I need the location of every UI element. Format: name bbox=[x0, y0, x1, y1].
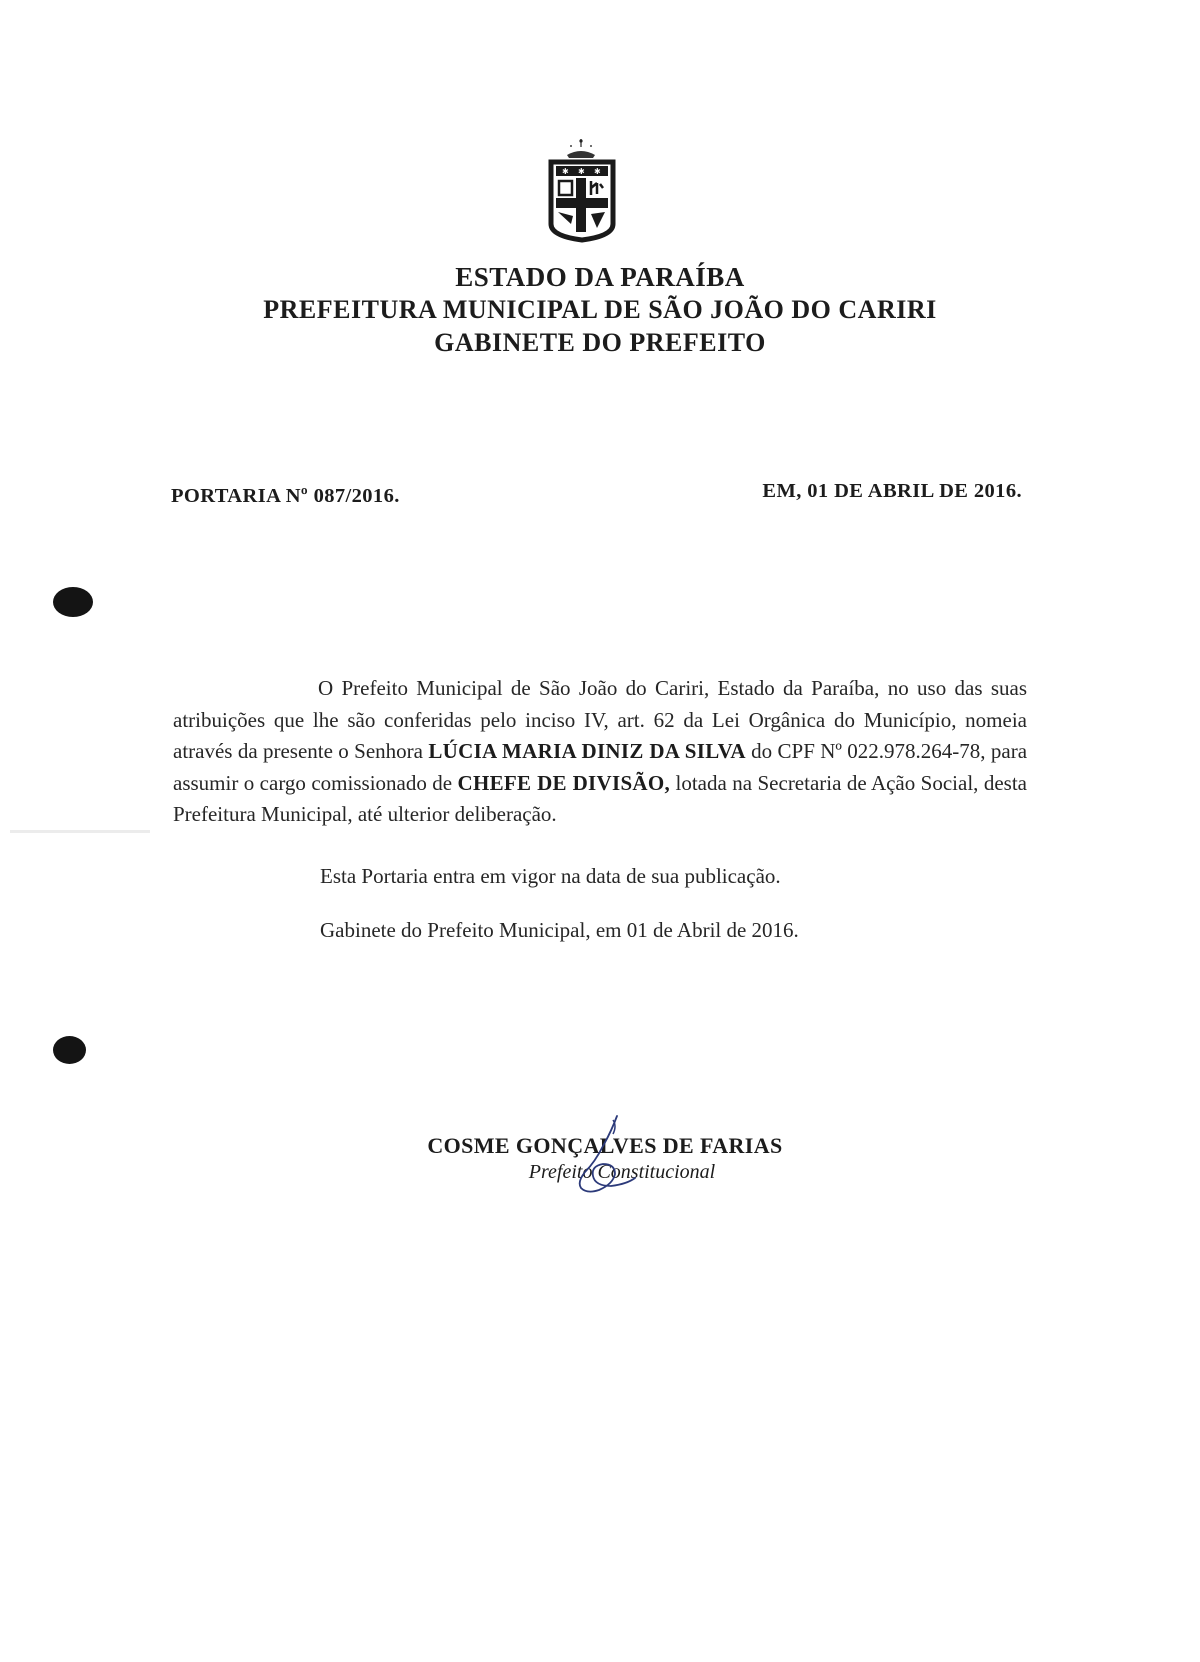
intro-text: O Prefeito Municipal de São João do Cariri, Estado da Paraíba, no uso das suas atribuições que lhe são conferidas pelo inciso IV, art. 62 da Lei Orgânica do Município, nomeia através da presente o Senhora bbox=[173, 676, 1027, 763]
signatory-title: Prefeito Constitucional bbox=[528, 1161, 716, 1183]
svg-text:✱: ✱ bbox=[578, 167, 585, 176]
svg-text:✱: ✱ bbox=[562, 167, 569, 176]
punch-hole-icon bbox=[53, 587, 93, 617]
svg-text:✱: ✱ bbox=[594, 167, 601, 176]
handwritten-signature-icon bbox=[555, 1112, 655, 1198]
cpf-text: do CPF Nº 022.978.264-78, para assumir o cargo comissionado de bbox=[173, 739, 1028, 795]
position-title: CHEFE DE DIVISÃO, bbox=[457, 770, 671, 795]
municipal-coat-of-arms-icon bbox=[547, 136, 621, 248]
header-state: ESTADO DA PARAÍBA bbox=[455, 262, 745, 292]
scan-artifact bbox=[10, 830, 150, 833]
signatory-name: COSME GONÇALVES DE FARIAS bbox=[427, 1133, 783, 1158]
header-prefeitura: PREFEITURA MUNICIPAL DE SÃO JOÃO DO CARIRI bbox=[263, 295, 937, 324]
document-date: EM, 01 DE ABRIL DE 2016. bbox=[762, 480, 1022, 502]
portaria-number: PORTARIA Nº 087/2016. bbox=[171, 485, 400, 507]
closing-text: lotada na Secretaria de Ação Social, desta Prefeitura Municipal, até ulterior deliberação. bbox=[173, 770, 1027, 826]
gabinete-paragraph: Gabinete do Prefeito Municipal, em 01 de Abril de 2016. bbox=[320, 918, 799, 942]
person-name: LÚCIA MARIA DINIZ DA SILVA bbox=[428, 739, 746, 763]
punch-hole-icon bbox=[53, 1036, 86, 1064]
main-paragraph bbox=[173, 673, 1027, 831]
header-gabinete: GABINETE DO PREFEITO bbox=[434, 328, 766, 357]
effective-paragraph: Esta Portaria entra em vigor na data de sua publicação. bbox=[320, 864, 781, 888]
